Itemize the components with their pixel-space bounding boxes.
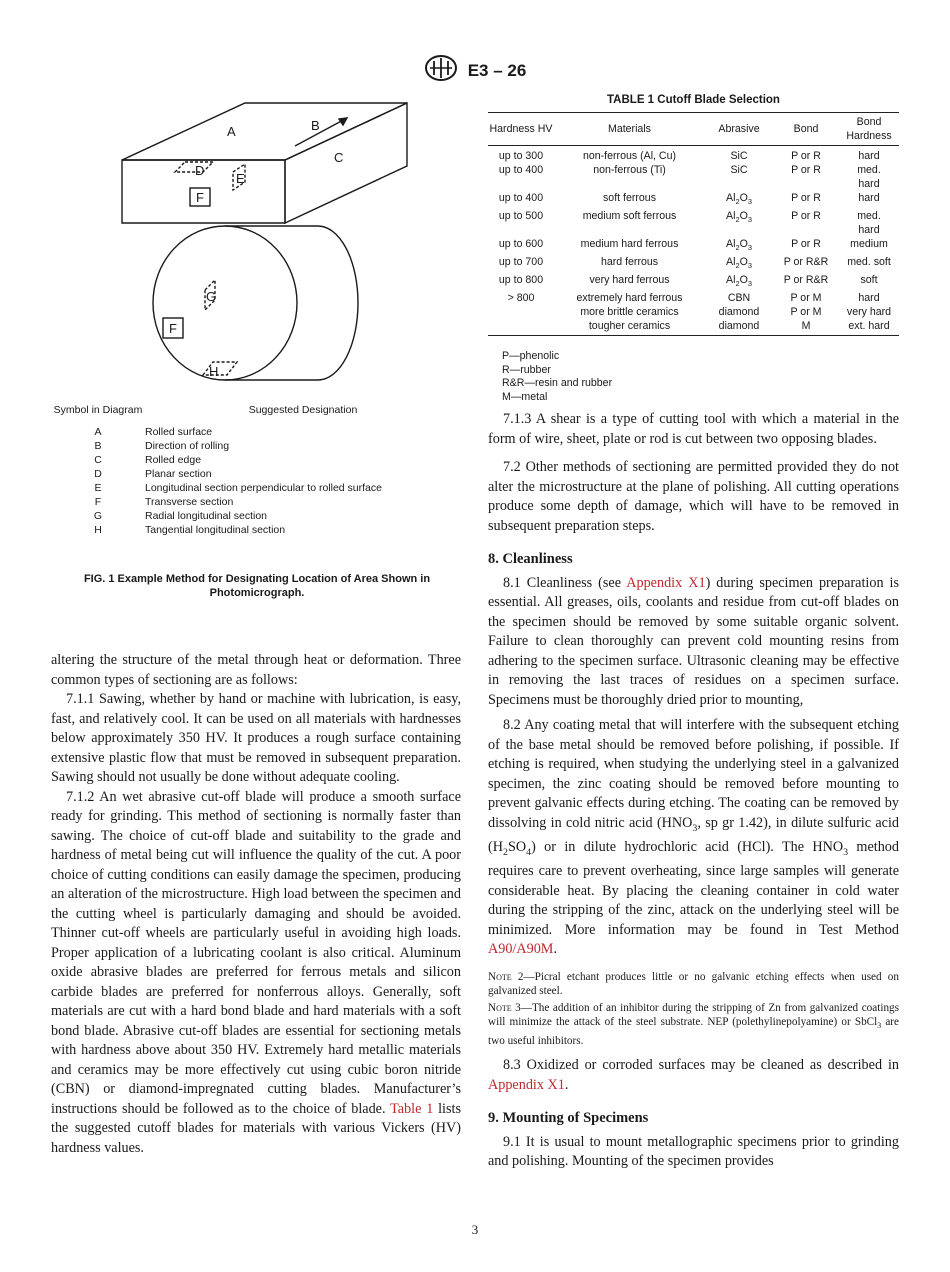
cell-hardness: up to 400 <box>498 192 544 204</box>
cell-bond-hardness: hard <box>858 150 880 162</box>
cell-materials: non-ferrous (Al, Cu) <box>582 150 677 162</box>
designation-cell: Longitudinal section perpendicular to rolled surface <box>145 482 382 494</box>
label-a: A <box>227 124 236 139</box>
document-code: E3 – 26 <box>467 60 527 80</box>
cell-abrasive: diamond <box>705 319 773 336</box>
cell-bond: P or M <box>790 306 822 319</box>
label-c: C <box>334 150 344 165</box>
symbol-legend <box>52 403 462 537</box>
paragraph-7-2: 7.2 Other methods of sectioning are permitted provided they do not alter the microstructure at the plane of polishing. All cutting operations produce some depth of damage, which will have to be removed in subsequent preparation steps. <box>488 459 899 534</box>
label-f-block: F <box>196 190 204 205</box>
cell-abrasive: $Al_2O_3$ <box>726 210 752 225</box>
table-row <box>488 273 899 291</box>
symbol-cell: A <box>94 426 102 438</box>
symbol-cell: D <box>94 468 102 480</box>
cell-bond-hardness: ext. hard <box>839 319 899 336</box>
cell-hardness: up to 800 <box>498 274 544 287</box>
cell-materials: soft ferrous <box>603 192 656 204</box>
cell-abrasive: $Al_2O_3$ <box>726 192 752 207</box>
cell-materials: very hard ferrous <box>589 274 670 287</box>
cell-bond-hardness: med. hard <box>857 164 881 190</box>
designation-cell: Direction of rolling <box>145 440 230 452</box>
symbol-cell: G <box>93 510 103 522</box>
paragraph-8-3: 8.3 Oxidized or corroded surfaces may be cleaned as described in Appendix X1. <box>488 1057 899 1093</box>
legend-item: P—phenolic <box>502 350 560 363</box>
paragraph-continued: altering the structure of the metal through heat or deformation. Three common types of sectioning are as follows: <box>51 652 461 688</box>
rolling-direction-arrow <box>295 118 347 146</box>
col-bond-hardness: Bond Hardness <box>839 113 899 146</box>
cell-bond-hardness: hard <box>858 192 880 204</box>
cell-materials: non-ferrous (Ti) <box>593 164 666 176</box>
symbol-header: Symbol in Diagram <box>53 404 143 416</box>
table-row <box>488 163 899 191</box>
cell-bond-hardness: soft <box>860 274 878 287</box>
table-row <box>488 255 899 273</box>
paragraph-7-1-1: 7.1.1 Sawing, whether by hand or machine with lubrication, is easy, fast, and relatively cool. It can be used on all materials with hardnesses below approximately 350 HV. It produces a rough surface containing extensive plastic flow that must be removed in subsequent preparation. Sawing should not usually be done without adequate cooling. <box>51 691 461 785</box>
cell-abrasive: $Al_2O_3$ <box>726 238 752 253</box>
symbol-row <box>52 467 462 481</box>
symbol-row <box>52 481 462 495</box>
cell-bond: P or R <box>791 238 821 251</box>
symbol-cell: F <box>94 496 102 508</box>
col-materials: Materials <box>554 113 705 146</box>
symbol-cell: C <box>94 454 102 466</box>
legend-item: R—rubber <box>502 363 551 376</box>
label-e: E <box>236 171 245 186</box>
label-f-cylinder: F <box>169 321 177 336</box>
cell-materials: medium hard ferrous <box>580 238 679 251</box>
cell-bond-hardness: medium <box>850 238 888 251</box>
table-row <box>488 305 899 319</box>
cell-bond: P or R&R <box>783 274 829 287</box>
table-legend <box>488 350 899 404</box>
label-b: B <box>311 118 320 133</box>
cell-abrasive: $Al_2O_3$ <box>726 274 752 289</box>
designation-cell: Tangential longitudinal section <box>145 524 286 536</box>
table-row <box>488 146 899 164</box>
table-row <box>488 237 899 255</box>
symbol-row <box>52 453 462 467</box>
cell-bond-hardness: very hard <box>846 306 892 319</box>
page-number: 3 <box>471 1222 479 1237</box>
cell-bond: P or R&R <box>783 256 829 269</box>
cell-hardness: up to 600 <box>498 238 544 251</box>
table-1 <box>488 94 899 404</box>
cell-bond: P or R <box>791 210 821 223</box>
paragraph-7-1-2: 7.1.2 An wet abrasive cut-off blade will produce a smooth surface ready for grinding. This method of sectioning is normally faster than sawing. The choice of cut-off blade and suitability to the grade and hardness of metal being cut will influence the quality of the cut. A poor choice of cutting conditions can easily damage the specimen, producing an alteration of the microstructure. High load between the specimen and the cutting wheel is particularly damaging and should be avoided. Thinner cut-off wheels are particularly useful in avoiding high loads. Proper application of a lubricating coolant is also critical. Aluminum oxide abrasive blades are preferred for ferrous metals and silicon carbide blades are preferred for nonferrous alloys. Generally, soft materials are cut with a hard bond blade and hard materials with a soft bond blade. Abrasive cut-off blades are essential for sectioning metals with hardness above about 350 HV. Extremely hard metallic materials and ceramics may be more effectively cut using cubic boron nitride (CBN) or diamond-impregnated cutting blades. Manufacturer’s instructions should be followed as to the choice of blade. Table 1 lists the suggested cutoff blades for materials with various Vickers (HV) hardness values. <box>51 788 461 1156</box>
table-title: TABLE 1 Cutoff Blade Selection <box>607 94 780 106</box>
designation-cell: Rolled surface <box>145 426 213 438</box>
symbol-row <box>52 439 462 453</box>
section-8-heading: 8. Cleanliness <box>488 551 573 567</box>
table-1-link[interactable]: Table 1 <box>390 1100 434 1117</box>
cell-abrasive: SiC <box>730 164 748 176</box>
label-g: G <box>206 289 217 304</box>
cell-materials: extremely hard ferrous <box>576 292 683 305</box>
cell-bond-hardness: med. soft <box>847 256 891 269</box>
designation-cell: Radial longitudinal section <box>145 510 267 522</box>
table-row <box>488 191 899 209</box>
paragraph-8-2: 8.2 Any coating metal that will interfere with the subsequent etching of the base metal should be removed before polishing, if possible. If etching is required, when studying the underlying steel in a galvanized specimen, the zinc coating should be removed before mounting to prevent galvanic effects during etching. The coating can be removed by dissolving in cold nitric acid ($HNO_3$, sp gr 1.42), in dilute sulfuric acid $(H_2SO_4)$ or in dilute hydrochloric acid (HCl). The $HNO_3$ method requires care to prevent overheating, since large samples will generate considerable heat. By placing the cleaning container in cold water during the stripping of the zinc, attack on the underlying steel will be minimized. More information may be found in Test Method A90/A90M. <box>488 717 899 958</box>
cell-hardness: up to 500 <box>498 210 544 223</box>
symbol-cell: H <box>94 524 102 536</box>
cell-abrasive: diamond <box>718 306 760 319</box>
note-3: Note 3—The addition of an inhibitor during the stripping of Zn from galvanized coatings will minimize the attack of the steel substrate. NEP (polethylinepolyamine) or SbCl$_3$ are two useful inhibitors. <box>488 1001 899 1047</box>
cylinder-far-edge <box>318 226 358 380</box>
designation-cell: Planar section <box>145 468 212 480</box>
col-hardness: Hardness HV <box>488 113 554 146</box>
section-9-heading: 9. Mounting of Specimens <box>488 1110 649 1127</box>
cell-bond-hardness: hard <box>858 292 880 305</box>
symbol-row <box>52 425 462 439</box>
symbol-row <box>52 509 462 523</box>
cell-materials: hard ferrous <box>600 256 659 269</box>
symbol-cell: B <box>94 440 102 452</box>
paragraph-9-1: 9.1 It is usual to mount metallographic specimens prior to grinding and polishing. Mounting of the specimen provides <box>488 1133 899 1170</box>
cell-abrasive: SiC <box>730 150 748 162</box>
cell-materials: more brittle ceramics <box>580 306 679 319</box>
cell-materials: tougher ceramics <box>554 319 705 336</box>
table-row <box>488 209 899 237</box>
figure-caption: FIG. 1 Example Method for Designating Location of Area Shown in Photomicrograph. <box>83 573 431 599</box>
left-column <box>51 651 461 1158</box>
designation-cell: Transverse section <box>145 496 234 508</box>
cell-bond: P or R <box>791 192 821 204</box>
page-header <box>0 55 950 86</box>
cell-bond: P or R <box>791 164 821 176</box>
paragraph-7-1-3: 7.1.3 A shear is a type of cutting tool with which a material in the form of wire, sheet, plate or rod is cut between two opposing blades. <box>488 411 899 447</box>
cell-hardness: > 800 <box>507 292 535 305</box>
appendix-x1-link-2[interactable]: Appendix X1 <box>488 1076 565 1093</box>
cell-abrasive: $Al_2O_3$ <box>726 256 752 271</box>
cell-hardness: up to 300 <box>498 150 544 162</box>
block-top-face <box>122 103 407 160</box>
right-column <box>488 410 899 1172</box>
appendix-x1-link[interactable]: Appendix X1 <box>626 574 706 591</box>
cell-hardness <box>488 305 554 319</box>
cell-bond-hardness: med. hard <box>857 210 881 237</box>
symbol-row <box>52 523 462 537</box>
figure-1-diagram <box>85 100 465 390</box>
label-h: H <box>209 364 219 379</box>
table-row <box>488 319 899 336</box>
cell-bond: P or R <box>791 150 821 162</box>
cell-bond: P or M <box>790 292 822 305</box>
col-abrasive: Abrasive <box>705 113 773 146</box>
designation-header: Suggested Designation <box>248 404 358 416</box>
cell-abrasive: CBN <box>727 292 751 305</box>
legend-item: R&R—resin and rubber <box>502 377 613 390</box>
astm-logo-icon <box>424 55 458 86</box>
cell-hardness: up to 700 <box>498 256 544 269</box>
a90-link[interactable]: A90/A90M <box>488 941 554 958</box>
cylinder-end <box>153 226 297 380</box>
cell-materials: medium soft ferrous <box>582 210 677 223</box>
label-d: D <box>195 163 205 178</box>
legend-item: M—metal <box>502 390 548 403</box>
cell-bond: M <box>773 319 839 336</box>
section-d-outline <box>175 162 213 172</box>
col-bond: Bond <box>773 113 839 146</box>
symbol-cell: E <box>94 482 102 494</box>
cell-hardness: up to 400 <box>498 164 544 176</box>
symbol-row <box>52 495 462 509</box>
note-2: Note 2—Picral etchant produces little or no galvanic etching effects when used on galvanized steel. <box>488 970 899 998</box>
table-row <box>488 291 899 305</box>
cell-hardness <box>488 319 554 336</box>
designation-cell: Rolled edge <box>145 454 202 466</box>
paragraph-8-1: 8.1 Cleanliness (see Appendix X1) during specimen preparation is essential. All greases, oils, coolants and residue from cut-off blades on the specimen should be removed by some suitable organic solvent. Failure to clean thoroughly can prevent cold mounting resins from adhering to the specimen surface. Ultrasonic cleaning may be effective in removing the last traces of residues on a specimen surface. Specimens must be thoroughly dried prior to mounting, <box>488 574 900 708</box>
